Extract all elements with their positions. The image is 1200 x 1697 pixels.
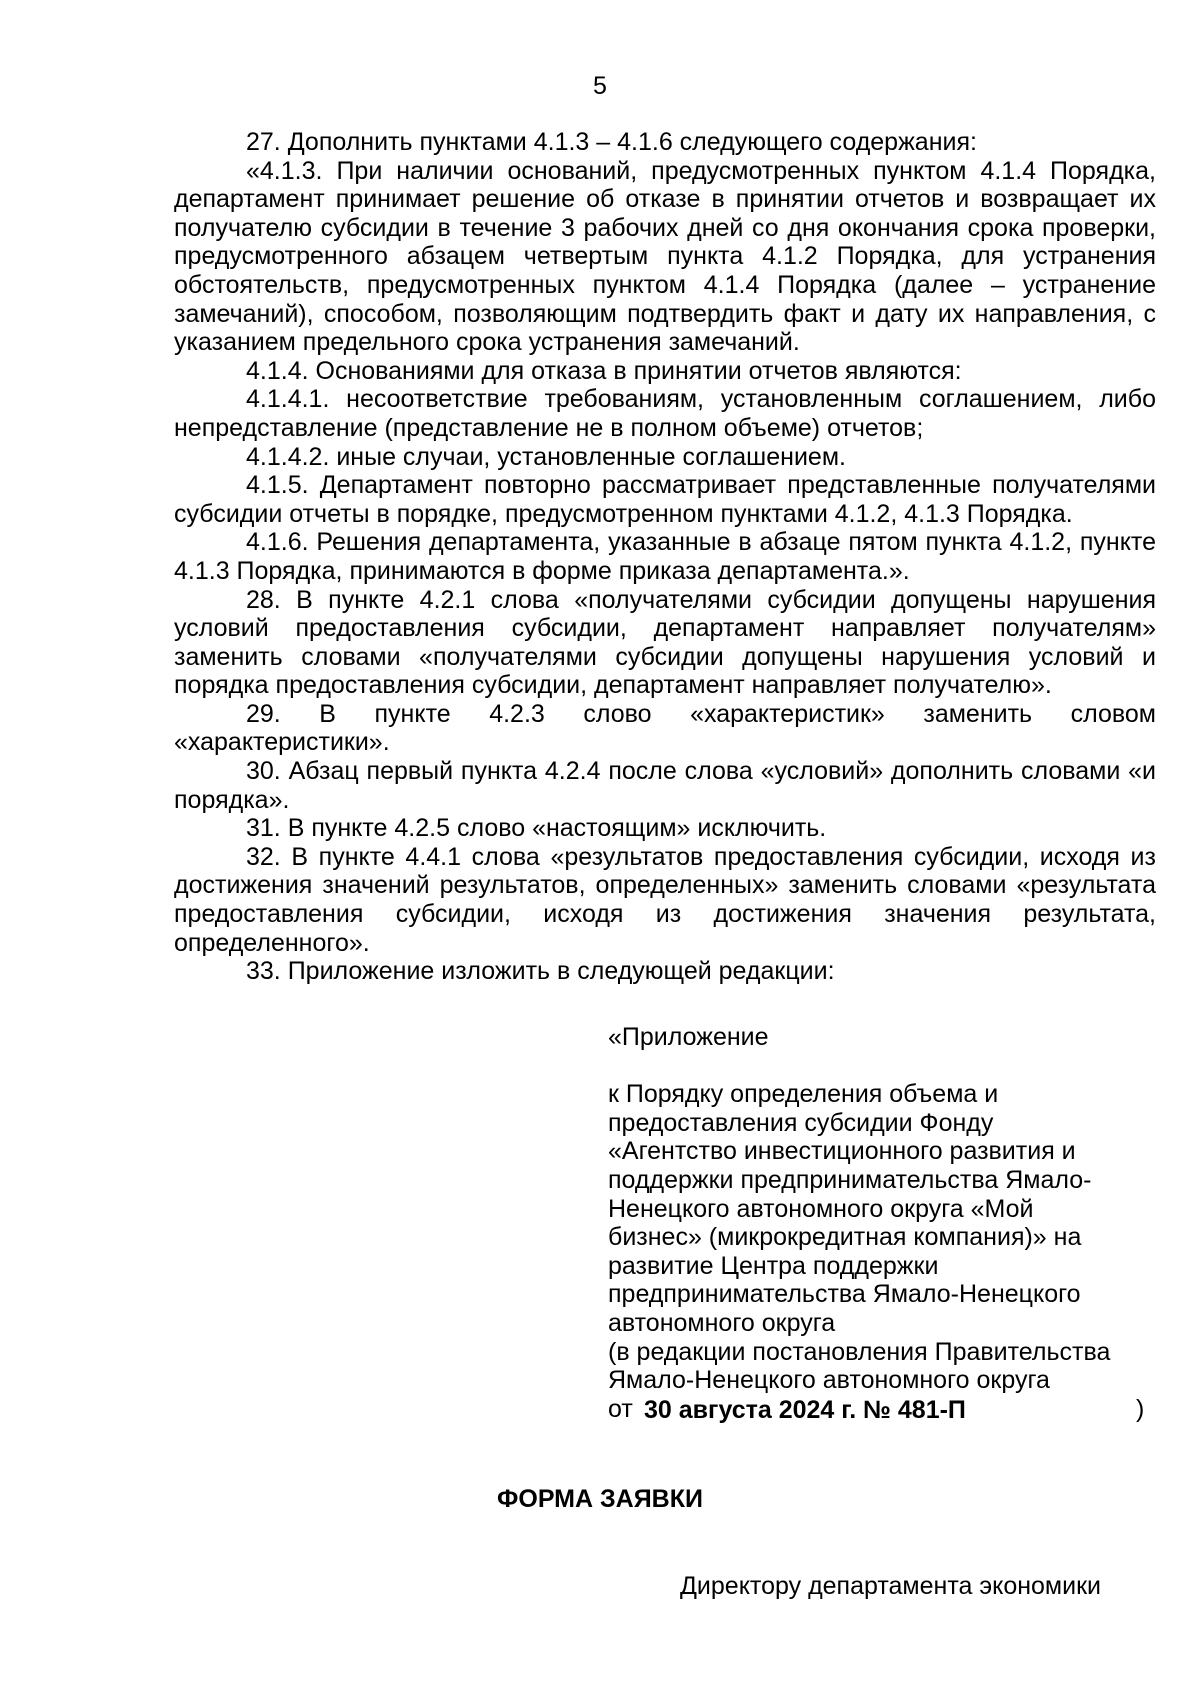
paragraph-30: 30. Абзац первый пункта 4.2.4 после слова «условий» дополнить словами «и порядка». — [174, 757, 1156, 814]
page-number: 5 — [593, 72, 607, 100]
paragraph-28: 28. В пункте 4.2.1 слова «получателями субсидии допущены нарушения условий предоставления субсидии, департамент направляет получателям» заменить словами «получателями субсидии допущены нарушения условий и порядка предоставления субсидии, департамент направляет получателю». — [174, 585, 1156, 700]
appendix-line: Ненецкого автономного округа «Мой — [608, 1194, 1034, 1223]
amendments-text — [174, 128, 1156, 986]
paragraph-4-1-4: 4.1.4. Основаниями для отказа в принятии отчетов являются: — [246, 356, 962, 385]
appendix-line: развитие Центра поддержки — [608, 1251, 939, 1280]
appendix-line: автономного округа — [608, 1308, 836, 1337]
appendix-line: бизнес» (микрокредитная компания)» на — [608, 1223, 1082, 1252]
appendix-line: (в редакции постановления Правительства — [608, 1337, 1111, 1366]
resolution-date-number: 30 августа 2024 г. № 481-П — [644, 1395, 966, 1424]
appendix-date-line — [608, 1395, 1168, 1424]
from-label: от — [608, 1394, 633, 1423]
appendix-line: предоставления субсидии Фонду — [608, 1108, 994, 1137]
paragraph-4-1-3: «4.1.3. При наличии оснований, предусмотренных пунктом 4.1.4 Порядка, департамент принимает решение об отказе в принятии отчетов и возвращает их получателю субсидии в течение 3 рабочих дней со дня окончания срока проверки, предусмотренного абзацем четвертым пункта 4.1.2 Порядка, для устранения обстоятельств, предусмотренных пунктом 4.1.4 Порядка (далее – устранение замечаний), способом, позволяющим подтвердить факт и дату их направления, с указанием предельного срока устранения замечаний. — [174, 156, 1156, 357]
appendix-line: Ямало-Ненецкого автономного округа — [608, 1366, 1050, 1395]
paragraph-4-1-6: 4.1.6. Решения департамента, указанные в абзаце пятом пункта 4.1.2, пункте 4.1.3 Порядка, принимаются в форме приказа департамента.». — [174, 528, 1156, 585]
paragraph-4-1-4-1: 4.1.4.1. несоответствие требованиям, установленным соглашением, либо непредставление (представление не в полном объеме) отчетов; — [174, 385, 1156, 442]
appendix-line: к Порядку определения объема и — [608, 1080, 999, 1109]
paragraph-33: 33. Приложение изложить в следующей редакции: — [246, 957, 835, 986]
paragraph-4-1-4-2: 4.1.4.2. иные случаи, установленные соглашением. — [246, 442, 846, 471]
appendix-title: «Приложение — [608, 1023, 769, 1051]
form-title: ФОРМА ЗАЯВКИ — [497, 1485, 703, 1513]
paragraph-31: 31. В пункте 4.2.5 слово «настоящим» исключить. — [246, 814, 827, 843]
addressee: Директору департамента экономики — [680, 1572, 1101, 1600]
paragraph-4-1-5: 4.1.5. Департамент повторно рассматривает представленные получателями субсидии отчеты в порядке, предусмотренном пунктами 4.1.2, 4.1.3 Порядка. — [174, 471, 1156, 528]
appendix-header — [608, 1023, 1168, 1424]
appendix-line: предпринимательства Ямало-Ненецкого — [608, 1280, 1081, 1309]
paragraph-27: 27. Дополнить пунктами 4.1.3 – 4.1.6 следующего содержания: — [246, 128, 977, 156]
closing-parenthesis: ) — [1136, 1394, 1145, 1423]
appendix-line: поддержки предпринимательства Ямало- — [608, 1165, 1092, 1194]
appendix-line: «Агентство инвестиционного развития и — [608, 1137, 1076, 1166]
paragraph-32: 32. В пункте 4.4.1 слова «результатов предоставления субсидии, исходя из достижения значений результатов, определенных» заменить словами «результата предоставления субсидии, исходя из достижения значения результата, определенного». — [174, 842, 1156, 957]
paragraph-29: 29. В пункте 4.2.3 слово «характеристик» заменить словом «характеристики». — [174, 699, 1156, 757]
